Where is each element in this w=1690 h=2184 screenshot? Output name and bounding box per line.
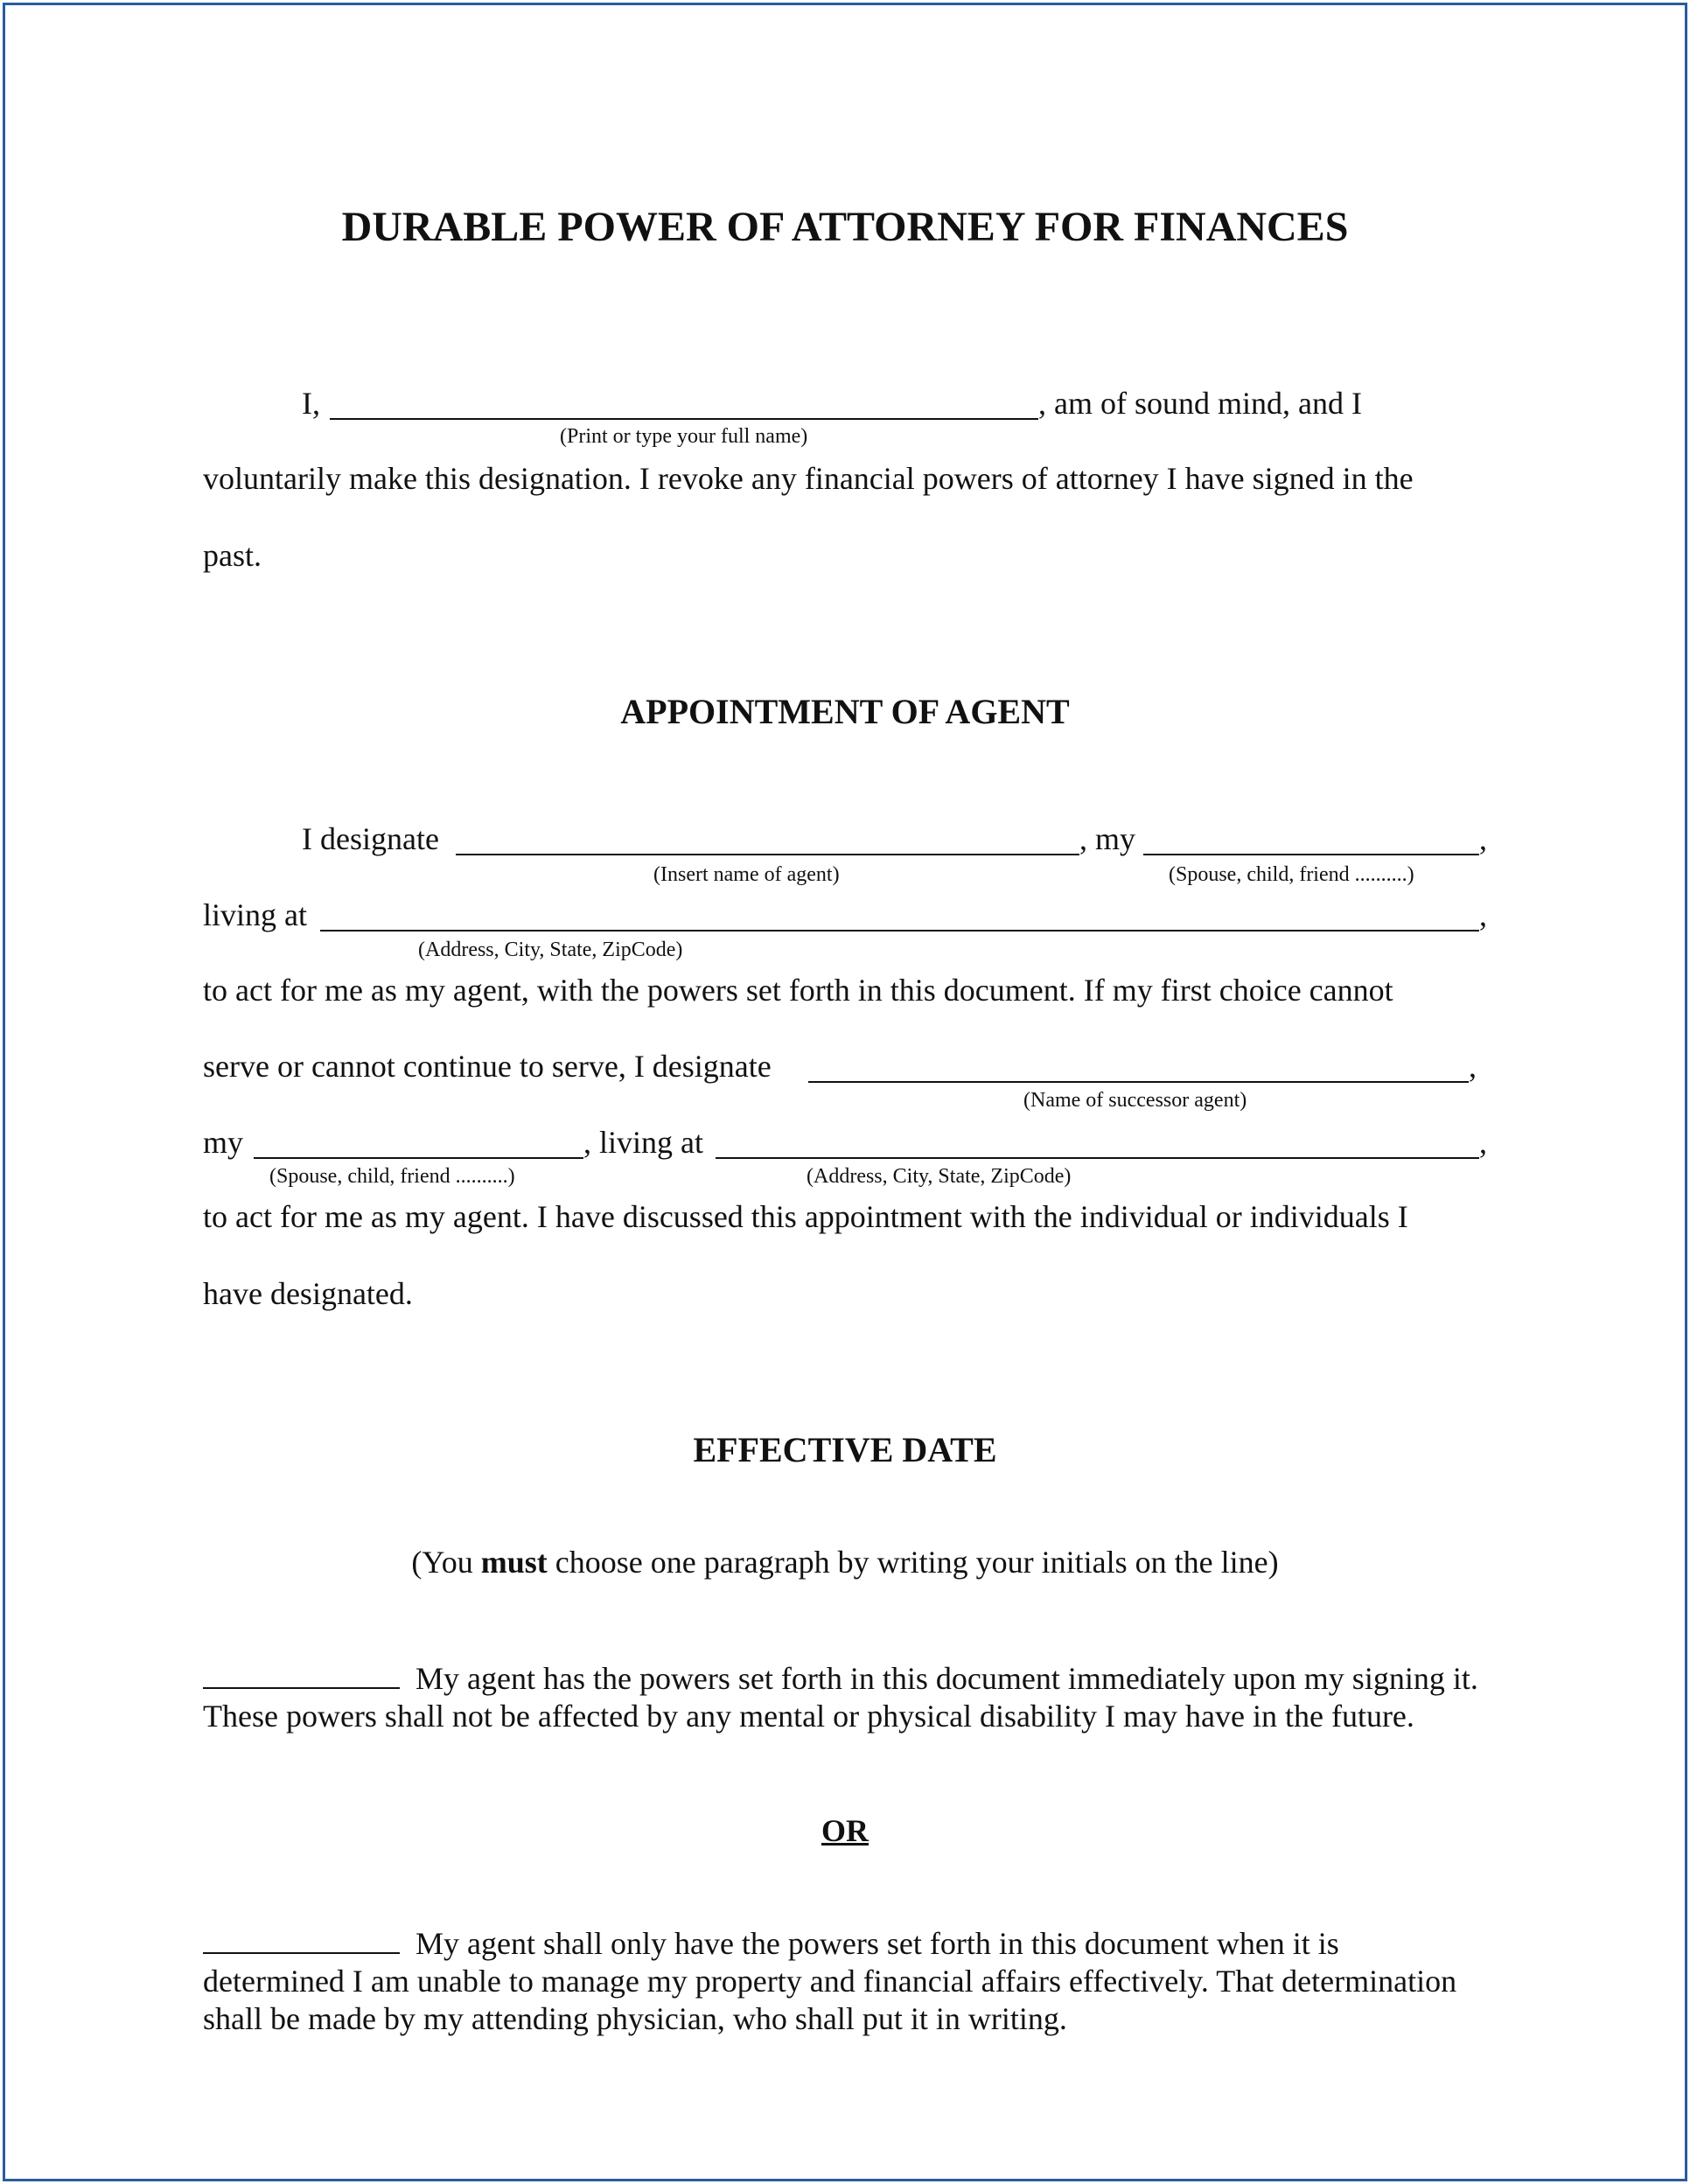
intro-line-3: past. [203, 538, 262, 573]
agent-relation-caption: (Spouse, child, friend ..........) [1169, 863, 1414, 886]
serve-line: serve or cannot continue to serve, I designate [203, 1049, 772, 1084]
successor-address-caption: (Address, City, State, ZipCode) [807, 1165, 1072, 1188]
agent-name-caption: (Insert name of agent) [653, 863, 840, 886]
successor-name-blank[interactable] [808, 1081, 1469, 1083]
living-at-label: living at [203, 897, 307, 932]
intro-i-prefix: I, [302, 386, 320, 421]
instruction-must: must [480, 1545, 548, 1580]
option-springing [203, 1925, 1480, 2038]
full-name-caption: (Print or type your full name) [560, 425, 808, 448]
living-at-mid: , living at [583, 1125, 703, 1160]
designate-prefix: I designate [302, 821, 439, 856]
designate-my: , my [1079, 821, 1136, 856]
document-title: DURABLE POWER OF ATTORNEY FOR FINANCES [341, 204, 1349, 250]
instruction-text-pre: (You [411, 1545, 481, 1580]
successor-name-caption: (Name of successor agent) [1023, 1089, 1247, 1112]
agent-name-blank[interactable] [456, 854, 1079, 855]
intro-sound-mind: , am of sound mind, and I [1038, 386, 1362, 421]
page-border [3, 3, 1687, 2181]
designate-comma: , [1479, 821, 1487, 856]
successor-relation-caption: (Spouse, child, friend ..........) [269, 1165, 515, 1188]
option-springing-initials-blank[interactable] [203, 1926, 400, 1954]
full-name-blank[interactable] [330, 418, 1038, 420]
successor-address-blank[interactable] [716, 1157, 1479, 1159]
serve-comma: , [1469, 1049, 1477, 1084]
effective-date-heading: EFFECTIVE DATE [693, 1430, 997, 1469]
option-immediate [203, 1660, 1480, 1735]
discussed-line: to act for me as my agent. I have discussed this appointment with the individual or individuals I [203, 1199, 1408, 1234]
intro-line-2: voluntarily make this designation. I revoke any financial powers of attorney I have signed in the [203, 461, 1414, 496]
agent-address-blank[interactable] [320, 930, 1479, 932]
living-at-comma: , [1479, 897, 1487, 932]
my-prefix: my [203, 1125, 244, 1160]
appointment-heading: APPOINTMENT OF AGENT [620, 692, 1070, 731]
or-separator: OR [821, 1813, 869, 1848]
option-springing-text: My agent shall only have the powers set forth in this document when it is determined I am unable to manage my property and financial affairs effectively. That determination shall be made by my attending physician, who shall put it in writing. [203, 1926, 1457, 2036]
successor-comma: , [1479, 1125, 1487, 1160]
option-immediate-initials-blank[interactable] [203, 1661, 400, 1689]
instruction-text-post: choose one paragraph by writing your initials on the line) [547, 1545, 1279, 1580]
designated-line: have designated. [203, 1276, 413, 1311]
act-line: to act for me as my agent, with the powers set forth in this document. If my first choice cannot [203, 973, 1393, 1008]
successor-relation-blank[interactable] [254, 1157, 583, 1159]
initials-instruction [0, 1544, 1690, 1580]
agent-address-caption: (Address, City, State, ZipCode) [418, 938, 683, 961]
agent-relation-blank[interactable] [1143, 854, 1479, 855]
option-immediate-text: My agent has the powers set forth in this document immediately upon my signing it. These powers shall not be affected by any mental or physical disability I may have in the future. [203, 1661, 1478, 1734]
